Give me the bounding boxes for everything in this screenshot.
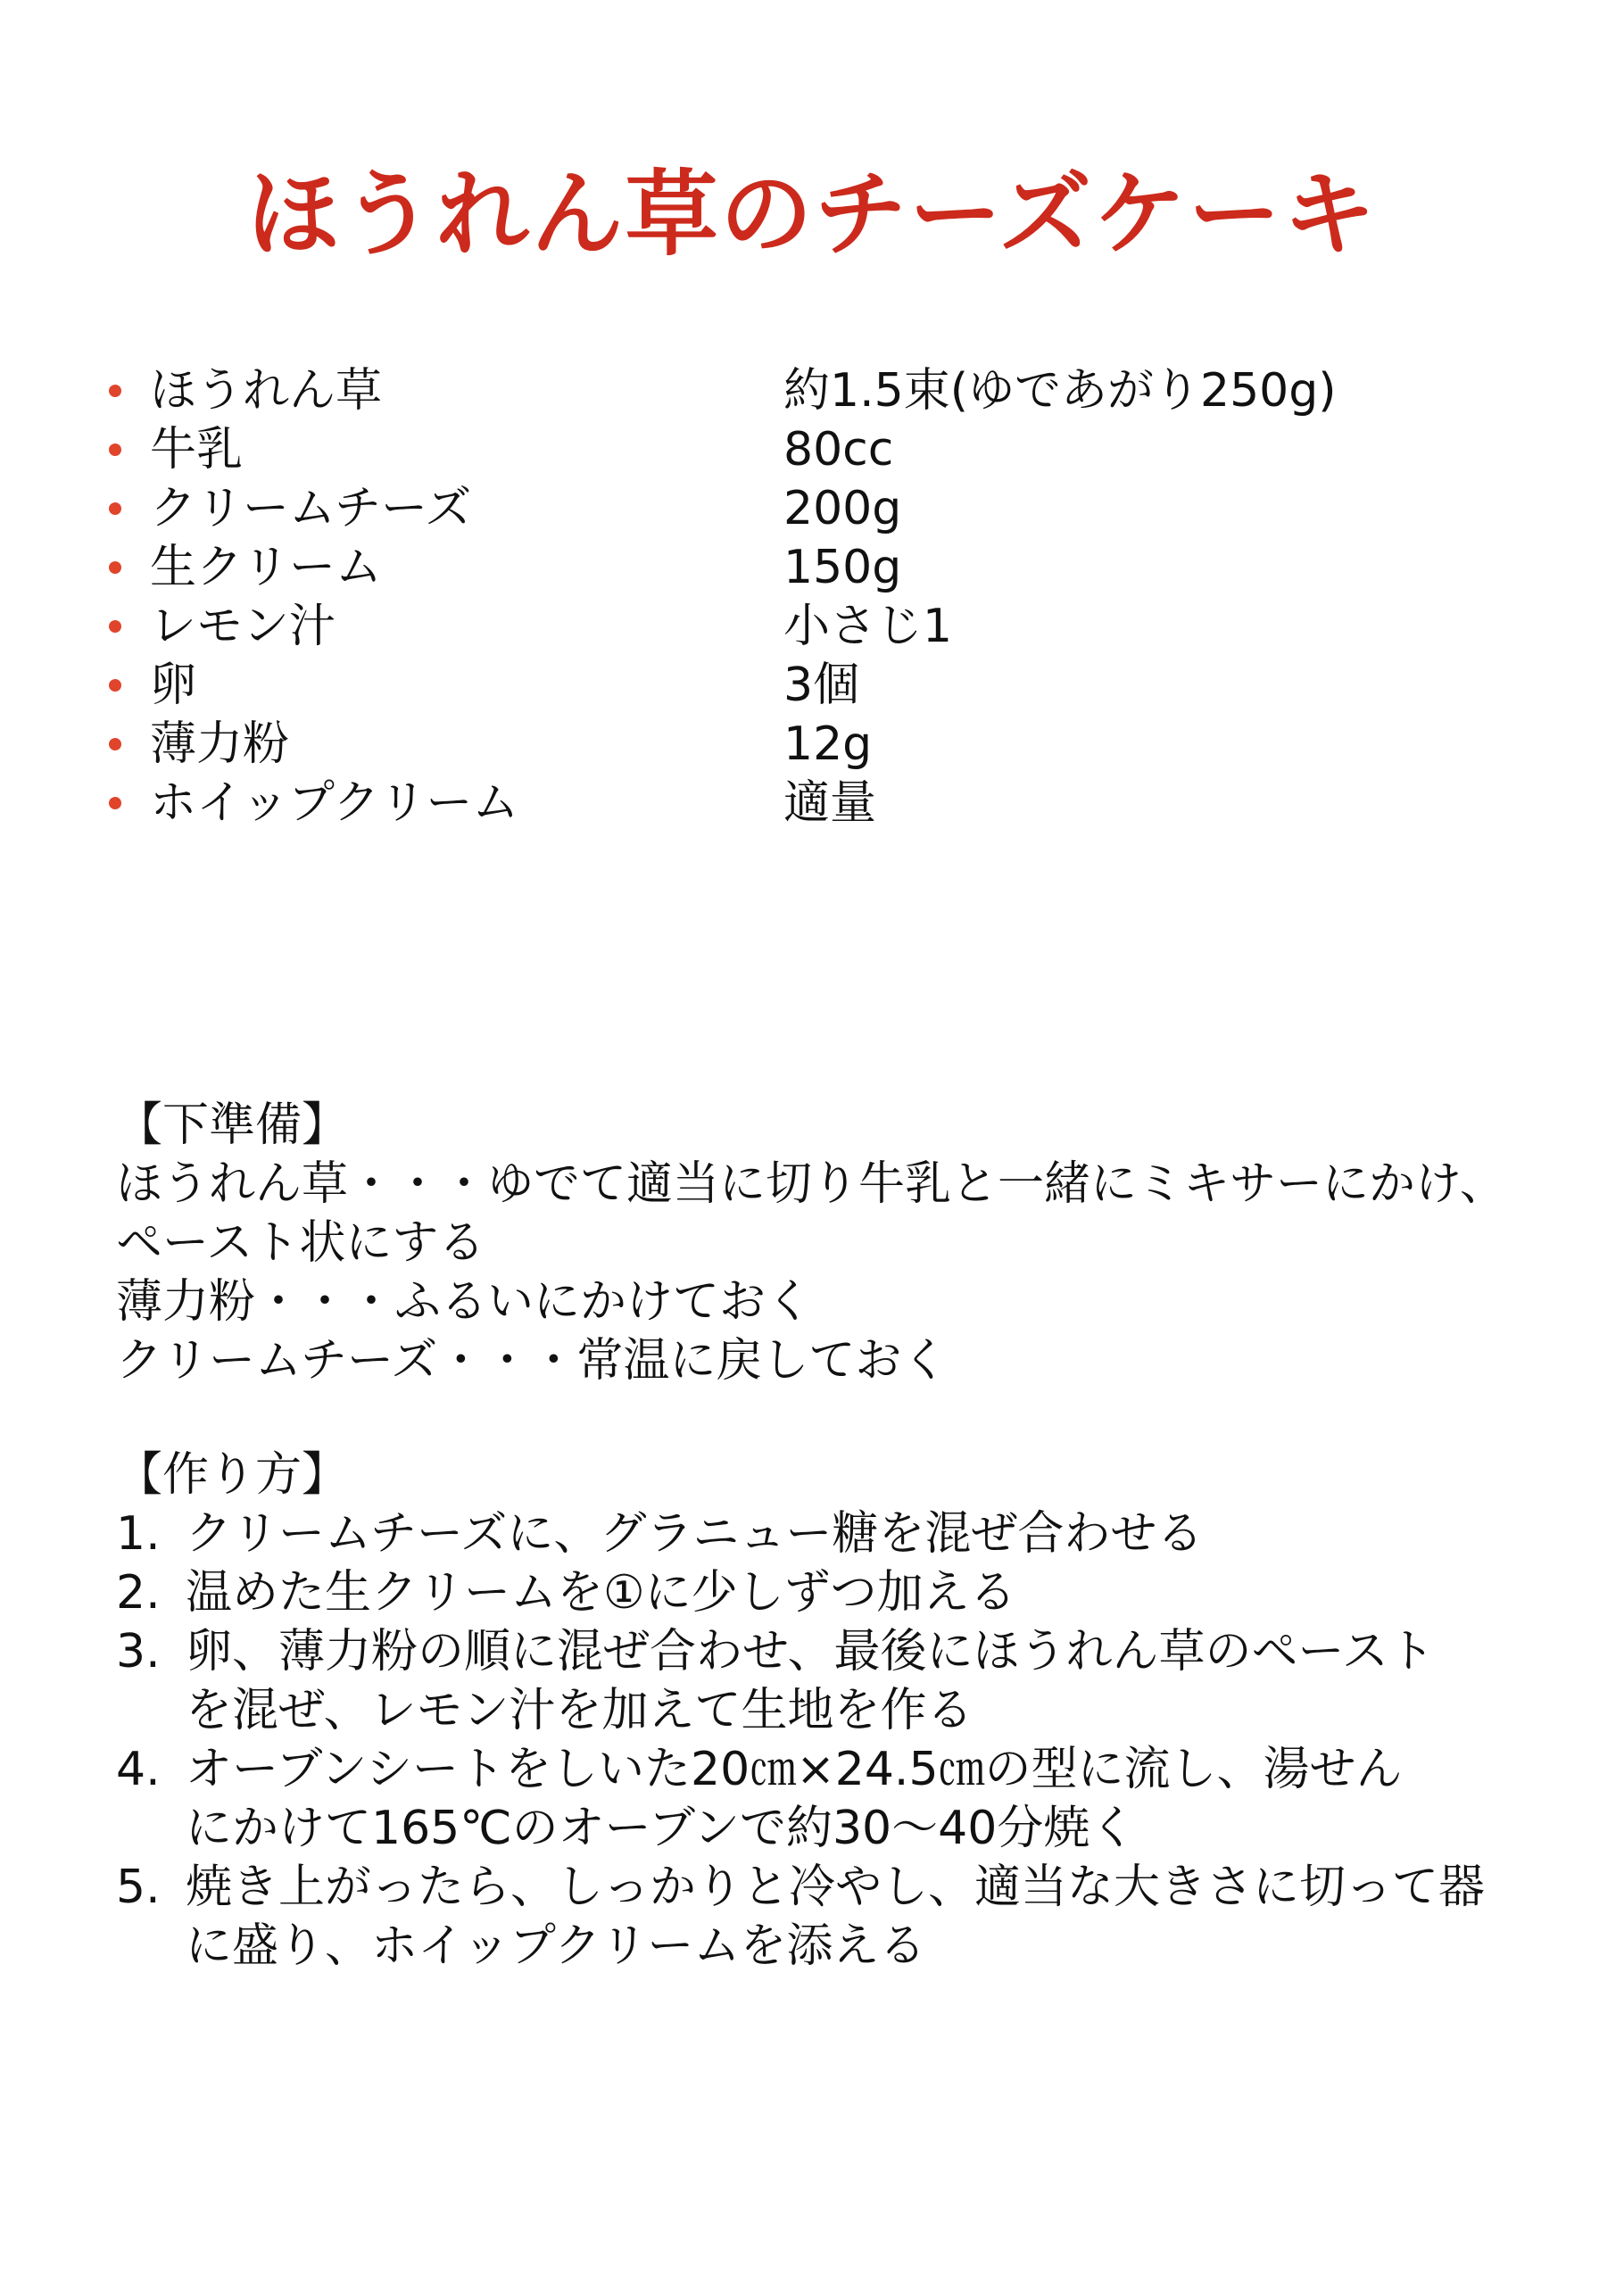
step-number: 5. bbox=[116, 1861, 161, 1914]
step-text bbox=[186, 1504, 1488, 1563]
step-list bbox=[116, 1504, 1544, 1976]
ingredient-name: ホイップクリーム bbox=[150, 776, 519, 830]
step-number: 4. bbox=[116, 1743, 161, 1796]
step-item bbox=[116, 1622, 1544, 1740]
prep-section bbox=[116, 1096, 1544, 1390]
ingredient-name: 生クリーム bbox=[150, 541, 383, 594]
list-item bbox=[109, 774, 1537, 833]
bullet-icon bbox=[109, 620, 121, 633]
ingredient-name: 牛乳 bbox=[150, 423, 244, 477]
ingredient-amount: 150g bbox=[783, 541, 902, 594]
step-item bbox=[116, 1504, 1544, 1563]
ingredient-amount: 80cc bbox=[783, 423, 894, 477]
step-line: 卵、薄力粉の順に混ぜ合わせ、最後にほうれん草のペースト bbox=[186, 1625, 1435, 1678]
bullet-icon bbox=[109, 385, 121, 397]
ingredient-amount: 200g bbox=[783, 482, 902, 535]
list-item bbox=[109, 656, 1537, 715]
bullet-icon bbox=[109, 561, 121, 574]
step-line: オーブンシートをしいた20㎝×24.5㎝の型に流し、湯せん bbox=[186, 1743, 1403, 1796]
page-title: ほうれん草のチーズケーキ bbox=[246, 160, 1378, 269]
ingredient-name: 薄力粉 bbox=[150, 717, 290, 771]
step-item bbox=[116, 1858, 1544, 1976]
prep-line: ペースト状にする bbox=[116, 1216, 485, 1270]
bullet-icon bbox=[109, 443, 121, 456]
bullet-icon bbox=[109, 797, 121, 809]
method-heading: 【作り方】 bbox=[116, 1448, 349, 1502]
bullet-icon bbox=[109, 679, 121, 692]
step-line: に盛り、ホイップクリームを添える bbox=[186, 1919, 926, 1973]
step-line: 温めた生クリームを①に少しずつ加える bbox=[186, 1566, 1016, 1620]
method-section bbox=[116, 1446, 1544, 1976]
ingredient-name: クリームチーズ bbox=[150, 482, 472, 535]
prep-line: クリームチーズ・・・常温に戻しておく bbox=[116, 1334, 949, 1388]
step-item bbox=[116, 1740, 1544, 1858]
ingredient-amount: 小さじ1 bbox=[783, 600, 953, 653]
step-number: 1. bbox=[116, 1507, 161, 1561]
step-line: にかけて165℃のオーブンで約30～40分焼く bbox=[186, 1802, 1137, 1855]
prep-heading: 【下準備】 bbox=[116, 1098, 349, 1152]
ingredient-name: レモン汁 bbox=[150, 600, 336, 653]
prep-line: 薄力粉・・・ふるいにかけておく bbox=[116, 1275, 813, 1329]
step-line: クリームチーズに、グラニュー糖を混ぜ合わせる bbox=[186, 1507, 1204, 1561]
list-item bbox=[109, 715, 1537, 774]
ingredient-name: 卵 bbox=[150, 659, 197, 712]
list-item bbox=[109, 479, 1537, 538]
step-item bbox=[116, 1563, 1544, 1622]
step-text bbox=[186, 1858, 1488, 1976]
ingredient-list bbox=[109, 361, 1537, 833]
list-item bbox=[109, 538, 1537, 597]
step-text bbox=[186, 1740, 1488, 1858]
list-item bbox=[109, 361, 1537, 420]
ingredient-amount: 12g bbox=[783, 717, 873, 771]
step-text bbox=[186, 1563, 1488, 1622]
step-line: 焼き上がったら、しっかりと冷やし、適当な大きさに切って器 bbox=[186, 1861, 1486, 1914]
ingredient-amount: 3個 bbox=[783, 659, 860, 712]
bullet-icon bbox=[109, 738, 121, 750]
step-line: を混ぜ、レモン汁を加えて生地を作る bbox=[186, 1684, 974, 1737]
step-text bbox=[186, 1622, 1488, 1740]
list-item bbox=[109, 420, 1537, 479]
ingredient-name: ほうれん草 bbox=[150, 364, 383, 418]
step-number: 3. bbox=[116, 1625, 161, 1678]
list-item bbox=[109, 597, 1537, 656]
step-number: 2. bbox=[116, 1566, 161, 1620]
prep-line: ほうれん草・・・ゆでて適当に切り牛乳と一緒にミキサーにかけ、 bbox=[116, 1157, 1506, 1211]
ingredient-amount: 適量 bbox=[783, 776, 877, 830]
bullet-icon bbox=[109, 502, 121, 515]
ingredient-amount: 約1.5束(ゆであがり250g) bbox=[783, 364, 1337, 418]
